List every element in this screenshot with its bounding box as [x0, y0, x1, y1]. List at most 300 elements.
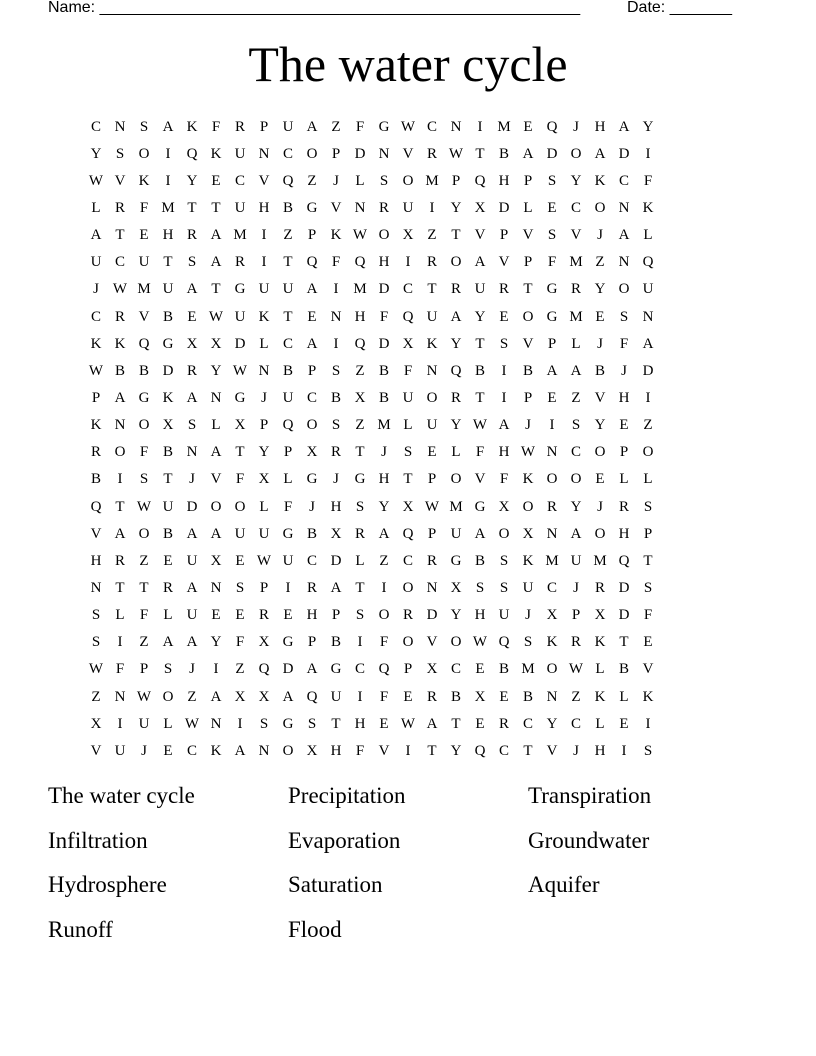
grid-letter[interactable]: V	[378, 742, 390, 759]
name-field[interactable]: Name: ______________________________________________________	[48, 0, 581, 16]
grid-letter[interactable]: O	[402, 579, 414, 596]
grid-letter[interactable]: T	[355, 444, 365, 461]
grid-letter[interactable]: M	[521, 661, 535, 678]
grid-letter[interactable]: G	[234, 389, 246, 406]
grid-letter[interactable]: A	[186, 579, 198, 596]
grid-letter[interactable]: F	[379, 308, 389, 325]
grid-letter[interactable]: Z	[307, 172, 317, 189]
grid-letter[interactable]: D	[162, 362, 174, 379]
grid-letter[interactable]: G	[378, 118, 390, 135]
grid-letter[interactable]: L	[451, 444, 461, 461]
grid-letter[interactable]: H	[354, 308, 366, 325]
grid-letter[interactable]: X	[90, 715, 102, 732]
grid-letter[interactable]: Y	[642, 118, 654, 135]
grid-letter[interactable]: A	[642, 335, 654, 352]
grid-letter[interactable]: U	[282, 552, 294, 569]
grid-letter[interactable]: Y	[546, 715, 558, 732]
grid-letter[interactable]: M	[377, 417, 391, 434]
grid-letter[interactable]: W	[208, 308, 224, 325]
grid-letter[interactable]: L	[403, 417, 413, 434]
grid-letter[interactable]: F	[331, 254, 341, 271]
grid-letter[interactable]: Q	[618, 552, 630, 569]
grid-letter[interactable]: U	[234, 145, 246, 162]
grid-letter[interactable]: U	[402, 389, 414, 406]
grid-letter[interactable]: S	[643, 498, 653, 515]
grid-letter[interactable]: D	[234, 335, 246, 352]
grid-letter[interactable]: U	[114, 742, 126, 759]
grid-letter[interactable]: S	[91, 607, 101, 624]
grid-letter[interactable]: R	[306, 579, 317, 596]
grid-letter[interactable]: Q	[402, 525, 414, 542]
grid-letter[interactable]: N	[210, 579, 222, 596]
grid-letter[interactable]: T	[403, 471, 413, 488]
grid-letter[interactable]: X	[306, 742, 318, 759]
grid-letter[interactable]: I	[621, 742, 627, 759]
grid-letter[interactable]: X	[522, 525, 534, 542]
grid-letter[interactable]: C	[618, 172, 629, 189]
grid-letter[interactable]: C	[354, 661, 365, 678]
grid-letter[interactable]: V	[642, 661, 654, 678]
grid-letter[interactable]: F	[139, 199, 149, 216]
grid-letter[interactable]: U	[186, 607, 198, 624]
grid-letter[interactable]: A	[474, 525, 486, 542]
grid-letter[interactable]: C	[546, 579, 557, 596]
grid-letter[interactable]: G	[234, 281, 246, 298]
grid-letter[interactable]: T	[235, 444, 245, 461]
grid-letter[interactable]: S	[499, 579, 509, 596]
grid-letter[interactable]: H	[162, 227, 174, 244]
grid-letter[interactable]: E	[283, 607, 293, 624]
grid-letter[interactable]: E	[619, 715, 629, 732]
grid-letter[interactable]: N	[378, 145, 390, 162]
grid-letter[interactable]: V	[426, 634, 438, 651]
grid-letter[interactable]: L	[643, 471, 653, 488]
grid-letter[interactable]: Q	[546, 118, 558, 135]
grid-letter[interactable]: E	[595, 308, 605, 325]
grid-letter[interactable]: K	[186, 118, 198, 135]
grid-letter[interactable]: P	[259, 118, 269, 135]
grid-letter[interactable]: P	[523, 172, 533, 189]
grid-letter[interactable]: P	[451, 172, 461, 189]
grid-letter[interactable]: Q	[450, 362, 462, 379]
grid-letter[interactable]: I	[405, 742, 411, 759]
grid-letter[interactable]: O	[546, 661, 558, 678]
grid-letter[interactable]: E	[403, 688, 413, 705]
grid-letter[interactable]: U	[282, 118, 294, 135]
grid-letter[interactable]: C	[234, 172, 245, 189]
grid-letter[interactable]: C	[90, 308, 101, 325]
grid-letter[interactable]: B	[162, 308, 173, 325]
grid-letter[interactable]: P	[523, 389, 533, 406]
grid-letter[interactable]: X	[210, 552, 222, 569]
grid-letter[interactable]: P	[331, 607, 341, 624]
grid-letter[interactable]: P	[523, 254, 533, 271]
grid-letter[interactable]: E	[475, 715, 485, 732]
grid-letter[interactable]: A	[306, 281, 318, 298]
grid-letter[interactable]: W	[256, 552, 272, 569]
grid-letter[interactable]: F	[139, 607, 149, 624]
grid-letter[interactable]: A	[306, 661, 318, 678]
grid-letter[interactable]: V	[90, 742, 102, 759]
grid-letter[interactable]: Q	[402, 308, 414, 325]
grid-letter[interactable]: A	[114, 389, 126, 406]
grid-letter[interactable]: F	[139, 444, 149, 461]
grid-letter[interactable]: N	[114, 688, 126, 705]
grid-letter[interactable]: H	[594, 742, 606, 759]
grid-letter[interactable]: L	[523, 199, 533, 216]
grid-letter[interactable]: W	[352, 227, 368, 244]
grid-letter[interactable]: W	[520, 444, 536, 461]
grid-letter[interactable]: T	[211, 199, 221, 216]
grid-letter[interactable]: D	[618, 145, 630, 162]
grid-letter[interactable]: H	[330, 498, 342, 515]
grid-letter[interactable]: L	[259, 335, 269, 352]
grid-letter[interactable]: L	[619, 688, 629, 705]
grid-letter[interactable]: D	[618, 579, 630, 596]
grid-letter[interactable]: I	[645, 389, 651, 406]
grid-letter[interactable]: G	[474, 498, 486, 515]
grid-letter[interactable]: O	[114, 444, 126, 461]
grid-letter[interactable]: Y	[450, 417, 462, 434]
grid-letter[interactable]: X	[258, 471, 270, 488]
grid-letter[interactable]: V	[594, 389, 606, 406]
grid-letter[interactable]: X	[402, 335, 414, 352]
grid-letter[interactable]: H	[330, 742, 342, 759]
grid-letter[interactable]: N	[90, 579, 102, 596]
grid-letter[interactable]: Q	[258, 661, 270, 678]
grid-letter[interactable]: P	[427, 525, 437, 542]
grid-letter[interactable]: K	[546, 634, 558, 651]
grid-letter[interactable]: O	[402, 172, 414, 189]
grid-letter[interactable]: Q	[498, 634, 510, 651]
grid-letter[interactable]: J	[597, 498, 603, 515]
grid-letter[interactable]: B	[522, 688, 533, 705]
grid-letter[interactable]: Y	[570, 498, 582, 515]
grid-letter[interactable]: X	[474, 199, 486, 216]
grid-letter[interactable]: F	[475, 444, 485, 461]
grid-letter[interactable]: C	[282, 335, 293, 352]
grid-letter[interactable]: R	[90, 444, 101, 461]
grid-letter[interactable]: L	[619, 471, 629, 488]
grid-letter[interactable]: N	[354, 199, 366, 216]
grid-letter[interactable]: A	[522, 145, 534, 162]
grid-letter[interactable]: X	[162, 417, 174, 434]
grid-letter[interactable]: Z	[427, 227, 437, 244]
grid-letter[interactable]: B	[378, 389, 389, 406]
grid-letter[interactable]: O	[378, 607, 390, 624]
grid-letter[interactable]: B	[522, 362, 533, 379]
grid-letter[interactable]: T	[283, 254, 293, 271]
grid-letter[interactable]: O	[450, 471, 462, 488]
grid-letter[interactable]: Y	[210, 362, 222, 379]
grid-letter[interactable]: H	[474, 607, 486, 624]
grid-letter[interactable]: I	[117, 634, 123, 651]
grid-letter[interactable]: C	[402, 281, 413, 298]
grid-letter[interactable]: G	[330, 661, 342, 678]
grid-letter[interactable]: F	[235, 471, 245, 488]
grid-letter[interactable]: Z	[235, 661, 245, 678]
grid-letter[interactable]: M	[569, 254, 583, 271]
grid-letter[interactable]: F	[379, 688, 389, 705]
grid-letter[interactable]: U	[522, 579, 534, 596]
grid-letter[interactable]: E	[523, 118, 533, 135]
grid-letter[interactable]: P	[643, 525, 653, 542]
grid-letter[interactable]: Y	[90, 145, 102, 162]
grid-letter[interactable]: L	[259, 498, 269, 515]
grid-letter[interactable]: A	[162, 118, 174, 135]
date-field[interactable]: Date: _______	[627, 0, 732, 16]
grid-letter[interactable]: Z	[139, 552, 149, 569]
grid-letter[interactable]: I	[501, 362, 507, 379]
grid-letter[interactable]: K	[258, 308, 270, 325]
grid-letter[interactable]: Q	[474, 172, 486, 189]
grid-letter[interactable]: I	[381, 579, 387, 596]
grid-letter[interactable]: B	[474, 362, 485, 379]
grid-letter[interactable]: O	[306, 145, 318, 162]
grid-letter[interactable]: O	[618, 281, 630, 298]
grid-letter[interactable]: H	[618, 389, 630, 406]
grid-letter[interactable]: I	[549, 417, 555, 434]
grid-letter[interactable]: P	[403, 661, 413, 678]
grid-letter[interactable]: K	[210, 742, 222, 759]
grid-letter[interactable]: B	[114, 362, 125, 379]
grid-letter[interactable]: C	[570, 199, 581, 216]
grid-letter[interactable]: Q	[642, 254, 654, 271]
grid-letter[interactable]: I	[165, 145, 171, 162]
grid-letter[interactable]: M	[161, 199, 175, 216]
grid-letter[interactable]: Y	[258, 444, 270, 461]
grid-letter[interactable]: G	[306, 199, 318, 216]
grid-letter[interactable]: X	[330, 525, 342, 542]
grid-letter[interactable]: J	[189, 471, 195, 488]
grid-letter[interactable]: A	[618, 118, 630, 135]
grid-letter[interactable]: S	[643, 579, 653, 596]
grid-letter[interactable]: S	[547, 227, 557, 244]
grid-letter[interactable]: F	[235, 634, 245, 651]
grid-letter[interactable]: V	[330, 199, 342, 216]
grid-letter[interactable]: C	[522, 715, 533, 732]
grid-letter[interactable]: A	[162, 634, 174, 651]
grid-letter[interactable]: N	[546, 444, 558, 461]
grid-letter[interactable]: T	[451, 715, 461, 732]
grid-letter[interactable]: A	[426, 715, 438, 732]
grid-letter[interactable]: B	[378, 362, 389, 379]
grid-letter[interactable]: V	[570, 227, 582, 244]
grid-letter[interactable]: U	[138, 254, 150, 271]
grid-letter[interactable]: N	[210, 389, 222, 406]
grid-letter[interactable]: Z	[571, 389, 581, 406]
grid-letter[interactable]: D	[378, 281, 390, 298]
grid-letter[interactable]: I	[477, 118, 483, 135]
grid-letter[interactable]: O	[402, 634, 414, 651]
grid-letter[interactable]: N	[546, 525, 558, 542]
grid-letter[interactable]: D	[354, 145, 366, 162]
grid-letter[interactable]: M	[449, 498, 463, 515]
grid-letter[interactable]: T	[427, 742, 437, 759]
grid-letter[interactable]: Q	[354, 335, 366, 352]
grid-letter[interactable]: I	[333, 281, 339, 298]
grid-letter[interactable]: T	[163, 471, 173, 488]
grid-letter[interactable]: D	[642, 362, 654, 379]
grid-letter[interactable]: W	[400, 118, 416, 135]
grid-letter[interactable]: U	[234, 199, 246, 216]
grid-letter[interactable]: R	[114, 308, 125, 325]
grid-letter[interactable]: H	[378, 254, 390, 271]
grid-letter[interactable]: R	[618, 498, 629, 515]
grid-letter[interactable]: Z	[91, 688, 101, 705]
grid-letter[interactable]: E	[211, 607, 221, 624]
grid-letter[interactable]: A	[210, 444, 222, 461]
grid-letter[interactable]: F	[499, 471, 509, 488]
grid-letter[interactable]: Y	[474, 308, 486, 325]
grid-letter[interactable]: W	[400, 715, 416, 732]
grid-letter[interactable]: V	[522, 227, 534, 244]
grid-letter[interactable]: Q	[378, 661, 390, 678]
grid-letter[interactable]: B	[306, 525, 317, 542]
grid-letter[interactable]: S	[379, 172, 389, 189]
grid-letter[interactable]: Q	[90, 498, 102, 515]
grid-letter[interactable]: X	[498, 498, 510, 515]
grid-letter[interactable]: M	[569, 308, 583, 325]
grid-letter[interactable]: Q	[282, 172, 294, 189]
grid-letter[interactable]: S	[571, 417, 581, 434]
grid-letter[interactable]: A	[618, 227, 630, 244]
grid-letter[interactable]: O	[378, 227, 390, 244]
grid-letter[interactable]: J	[525, 607, 531, 624]
grid-letter[interactable]: T	[115, 579, 125, 596]
grid-letter[interactable]: R	[546, 498, 557, 515]
grid-letter[interactable]: S	[139, 118, 149, 135]
grid-letter[interactable]: G	[162, 335, 174, 352]
grid-letter[interactable]: S	[163, 661, 173, 678]
grid-letter[interactable]: S	[259, 715, 269, 732]
grid-letter[interactable]: Y	[210, 634, 222, 651]
grid-letter[interactable]: V	[90, 525, 102, 542]
grid-letter[interactable]: H	[378, 471, 390, 488]
grid-letter[interactable]: U	[138, 715, 150, 732]
grid-letter[interactable]: I	[501, 389, 507, 406]
grid-letter[interactable]: A	[330, 579, 342, 596]
grid-letter[interactable]: D	[498, 199, 510, 216]
grid-letter[interactable]: D	[330, 552, 342, 569]
grid-letter[interactable]: V	[474, 471, 486, 488]
grid-letter[interactable]: X	[450, 579, 462, 596]
grid-letter[interactable]: H	[90, 552, 102, 569]
grid-letter[interactable]: A	[306, 335, 318, 352]
grid-letter[interactable]: B	[282, 362, 293, 379]
grid-letter[interactable]: A	[114, 525, 126, 542]
grid-letter[interactable]: N	[258, 145, 270, 162]
grid-letter[interactable]: I	[213, 661, 219, 678]
grid-letter[interactable]: X	[426, 661, 438, 678]
grid-letter[interactable]: I	[429, 199, 435, 216]
grid-letter[interactable]: Z	[187, 688, 197, 705]
grid-letter[interactable]: B	[162, 525, 173, 542]
grid-letter[interactable]: J	[309, 498, 315, 515]
grid-letter[interactable]: I	[357, 634, 363, 651]
grid-letter[interactable]: X	[354, 389, 366, 406]
grid-letter[interactable]: W	[112, 281, 128, 298]
grid-letter[interactable]: E	[499, 688, 509, 705]
grid-letter[interactable]: C	[306, 389, 317, 406]
grid-letter[interactable]: T	[475, 145, 485, 162]
grid-letter[interactable]: F	[403, 362, 413, 379]
grid-letter[interactable]: K	[426, 335, 438, 352]
grid-letter[interactable]: I	[333, 335, 339, 352]
grid-letter[interactable]: Q	[354, 254, 366, 271]
grid-letter[interactable]: O	[642, 444, 654, 461]
grid-letter[interactable]: U	[258, 525, 270, 542]
grid-letter[interactable]: U	[234, 308, 246, 325]
grid-letter[interactable]: Y	[378, 498, 390, 515]
grid-letter[interactable]: S	[355, 498, 365, 515]
grid-letter[interactable]: C	[498, 742, 509, 759]
grid-letter[interactable]: A	[546, 362, 558, 379]
grid-letter[interactable]: J	[573, 579, 579, 596]
grid-letter[interactable]: G	[282, 525, 294, 542]
grid-letter[interactable]: D	[618, 607, 630, 624]
grid-letter[interactable]: I	[261, 254, 267, 271]
grid-letter[interactable]: W	[568, 661, 584, 678]
grid-letter[interactable]: D	[426, 607, 438, 624]
grid-letter[interactable]: T	[451, 227, 461, 244]
grid-letter[interactable]: N	[258, 742, 270, 759]
grid-letter[interactable]: W	[472, 634, 488, 651]
grid-letter[interactable]: O	[498, 525, 510, 542]
grid-letter[interactable]: A	[186, 281, 198, 298]
grid-letter[interactable]: S	[475, 579, 485, 596]
grid-letter[interactable]: B	[618, 661, 629, 678]
grid-letter[interactable]: B	[330, 634, 341, 651]
grid-letter[interactable]: Y	[450, 199, 462, 216]
grid-letter[interactable]: B	[90, 471, 101, 488]
grid-letter[interactable]: Y	[570, 172, 582, 189]
grid-letter[interactable]: S	[331, 417, 341, 434]
grid-letter[interactable]: O	[594, 199, 606, 216]
grid-letter[interactable]: C	[114, 254, 125, 271]
grid-letter[interactable]: X	[186, 335, 198, 352]
grid-letter[interactable]: D	[282, 661, 294, 678]
grid-letter[interactable]: S	[91, 634, 101, 651]
grid-letter[interactable]: O	[522, 308, 534, 325]
grid-letter[interactable]: N	[618, 254, 630, 271]
grid-letter[interactable]: T	[163, 254, 173, 271]
grid-letter[interactable]: W	[184, 715, 200, 732]
grid-letter[interactable]: X	[594, 607, 606, 624]
grid-letter[interactable]: A	[90, 227, 102, 244]
grid-letter[interactable]: B	[138, 362, 149, 379]
grid-letter[interactable]: L	[211, 417, 221, 434]
grid-letter[interactable]: T	[187, 199, 197, 216]
grid-letter[interactable]: P	[91, 389, 101, 406]
grid-letter[interactable]: W	[448, 145, 464, 162]
grid-letter[interactable]: P	[307, 362, 317, 379]
grid-letter[interactable]: O	[138, 417, 150, 434]
grid-letter[interactable]: R	[498, 281, 509, 298]
grid-letter[interactable]: O	[210, 498, 222, 515]
grid-letter[interactable]: F	[547, 254, 557, 271]
grid-letter[interactable]: R	[234, 118, 245, 135]
grid-letter[interactable]: S	[355, 607, 365, 624]
grid-letter[interactable]: N	[186, 444, 198, 461]
grid-letter[interactable]: K	[594, 634, 606, 651]
grid-letter[interactable]: U	[282, 281, 294, 298]
grid-letter[interactable]: A	[378, 525, 390, 542]
grid-letter[interactable]: X	[210, 335, 222, 352]
grid-letter[interactable]: K	[642, 199, 654, 216]
grid-letter[interactable]: B	[450, 688, 461, 705]
grid-letter[interactable]: V	[402, 145, 414, 162]
